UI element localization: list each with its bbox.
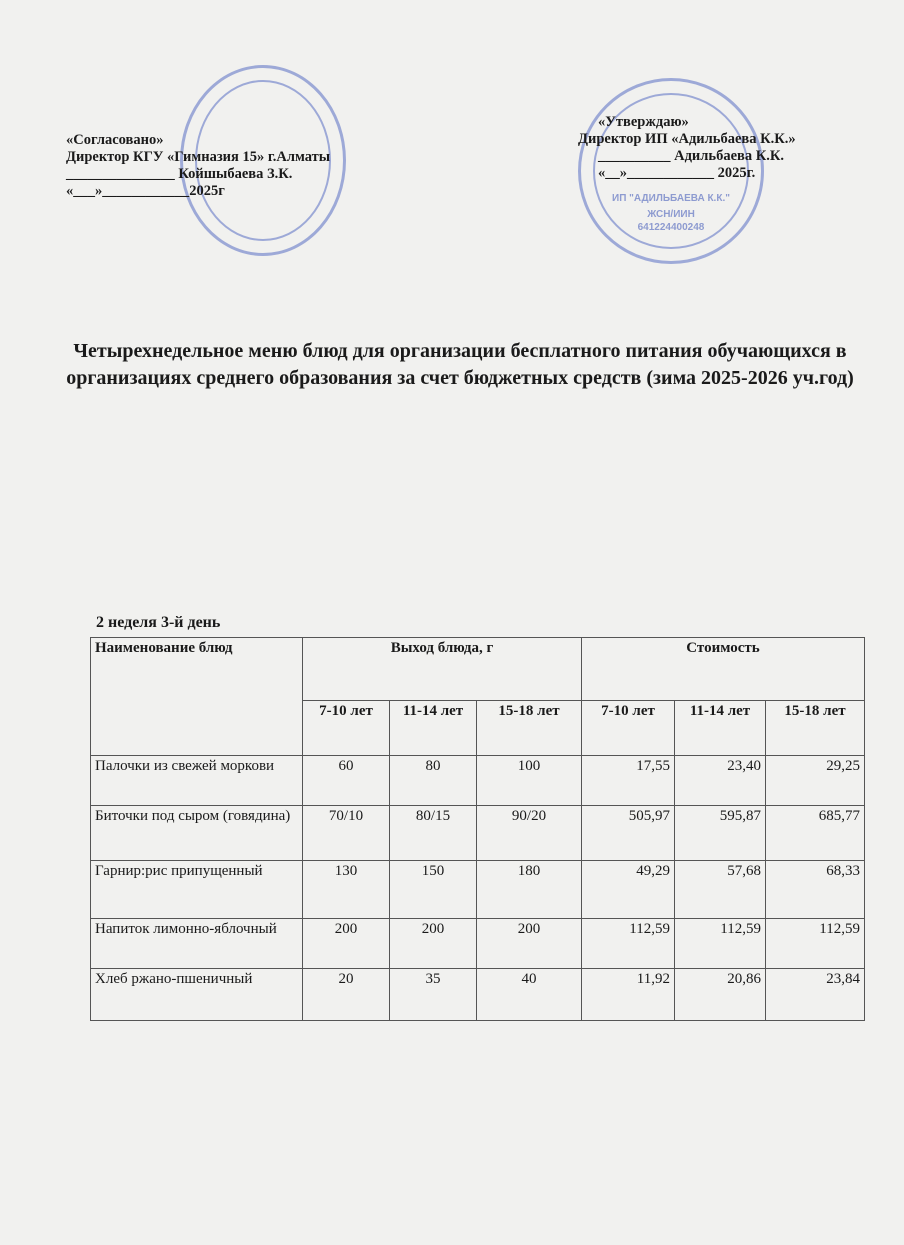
table-row xyxy=(91,919,865,969)
output-cell: 20 xyxy=(303,969,390,1021)
table-row xyxy=(91,861,865,919)
dish-name: Палочки из свежей моркови xyxy=(91,756,303,806)
dish-name: Биточки под сыром (говядина) xyxy=(91,806,303,861)
approval-block xyxy=(66,132,330,200)
cost-cell: 595,87 xyxy=(675,806,766,861)
day-label: 2 неделя 3-й день xyxy=(96,614,221,631)
table-row xyxy=(91,806,865,861)
approval-line: _______________ Койшыбаева З.К. xyxy=(66,166,293,182)
header-age: 11-14 лет xyxy=(675,701,766,756)
seal-name: ИП "АДИЛЬБАЕВА К.К." xyxy=(612,193,730,204)
output-cell: 130 xyxy=(303,861,390,919)
output-cell: 200 xyxy=(390,919,477,969)
header-age: 7-10 лет xyxy=(582,701,675,756)
cost-cell: 20,86 xyxy=(675,969,766,1021)
cost-cell: 23,84 xyxy=(766,969,865,1021)
cost-cell: 29,25 xyxy=(766,756,865,806)
cost-cell: 112,59 xyxy=(766,919,865,969)
output-cell: 90/20 xyxy=(477,806,582,861)
menu-table xyxy=(90,637,865,1021)
approval-line: Директор КГУ «Гимназия 15» г.Алматы xyxy=(66,149,331,165)
output-cell: 35 xyxy=(390,969,477,1021)
approval-line: «Согласовано» xyxy=(66,132,164,148)
output-cell: 40 xyxy=(477,969,582,1021)
approval-line: «___»____________2025г xyxy=(66,183,225,199)
cost-cell: 68,33 xyxy=(766,861,865,919)
header-output: Выход блюда, г xyxy=(303,638,582,701)
confirm-line: __________ Адильбаева К.К. xyxy=(598,148,785,164)
header-age: 11-14 лет xyxy=(390,701,477,756)
dish-name: Напиток лимонно-яблочный xyxy=(91,919,303,969)
header-cost: Стоимость xyxy=(582,638,865,701)
document-title: Четырехнедельное меню блюд для организации бесплатного питания обучающихся в организациях среднего образования за счет бюджетных средств (зима 2025-2026 уч.год) xyxy=(66,340,854,389)
header-age: 7-10 лет xyxy=(303,701,390,756)
confirm-line: «Утверждаю» xyxy=(598,114,689,130)
dish-name: Гарнир:рис припущенный xyxy=(91,861,303,919)
output-cell: 180 xyxy=(477,861,582,919)
output-cell: 150 xyxy=(390,861,477,919)
confirm-block xyxy=(578,114,796,182)
seal-id-label: ЖСН/ИИН xyxy=(647,209,695,220)
cost-cell: 49,29 xyxy=(582,861,675,919)
cost-cell: 505,97 xyxy=(582,806,675,861)
output-cell: 100 xyxy=(477,756,582,806)
cost-cell: 11,92 xyxy=(582,969,675,1021)
cost-cell: 17,55 xyxy=(582,756,675,806)
cost-cell: 685,77 xyxy=(766,806,865,861)
header-name: Наименование блюд xyxy=(91,638,303,756)
confirm-line: «__»____________ 2025г. xyxy=(598,165,756,181)
dish-name: Хлеб ржано-пшеничный xyxy=(91,969,303,1021)
confirm-line: Директор ИП «Адильбаева К.К.» xyxy=(578,131,796,147)
cost-cell: 112,59 xyxy=(582,919,675,969)
table-row xyxy=(91,969,865,1021)
output-cell: 80 xyxy=(390,756,477,806)
cost-cell: 112,59 xyxy=(675,919,766,969)
output-cell: 70/10 xyxy=(303,806,390,861)
cost-cell: 23,40 xyxy=(675,756,766,806)
output-cell: 200 xyxy=(477,919,582,969)
output-cell: 60 xyxy=(303,756,390,806)
header-age: 15-18 лет xyxy=(477,701,582,756)
seal-id: 641224400248 xyxy=(637,222,705,233)
cost-cell: 57,68 xyxy=(675,861,766,919)
table-row xyxy=(91,756,865,806)
output-cell: 80/15 xyxy=(390,806,477,861)
header-age: 15-18 лет xyxy=(766,701,865,756)
output-cell: 200 xyxy=(303,919,390,969)
